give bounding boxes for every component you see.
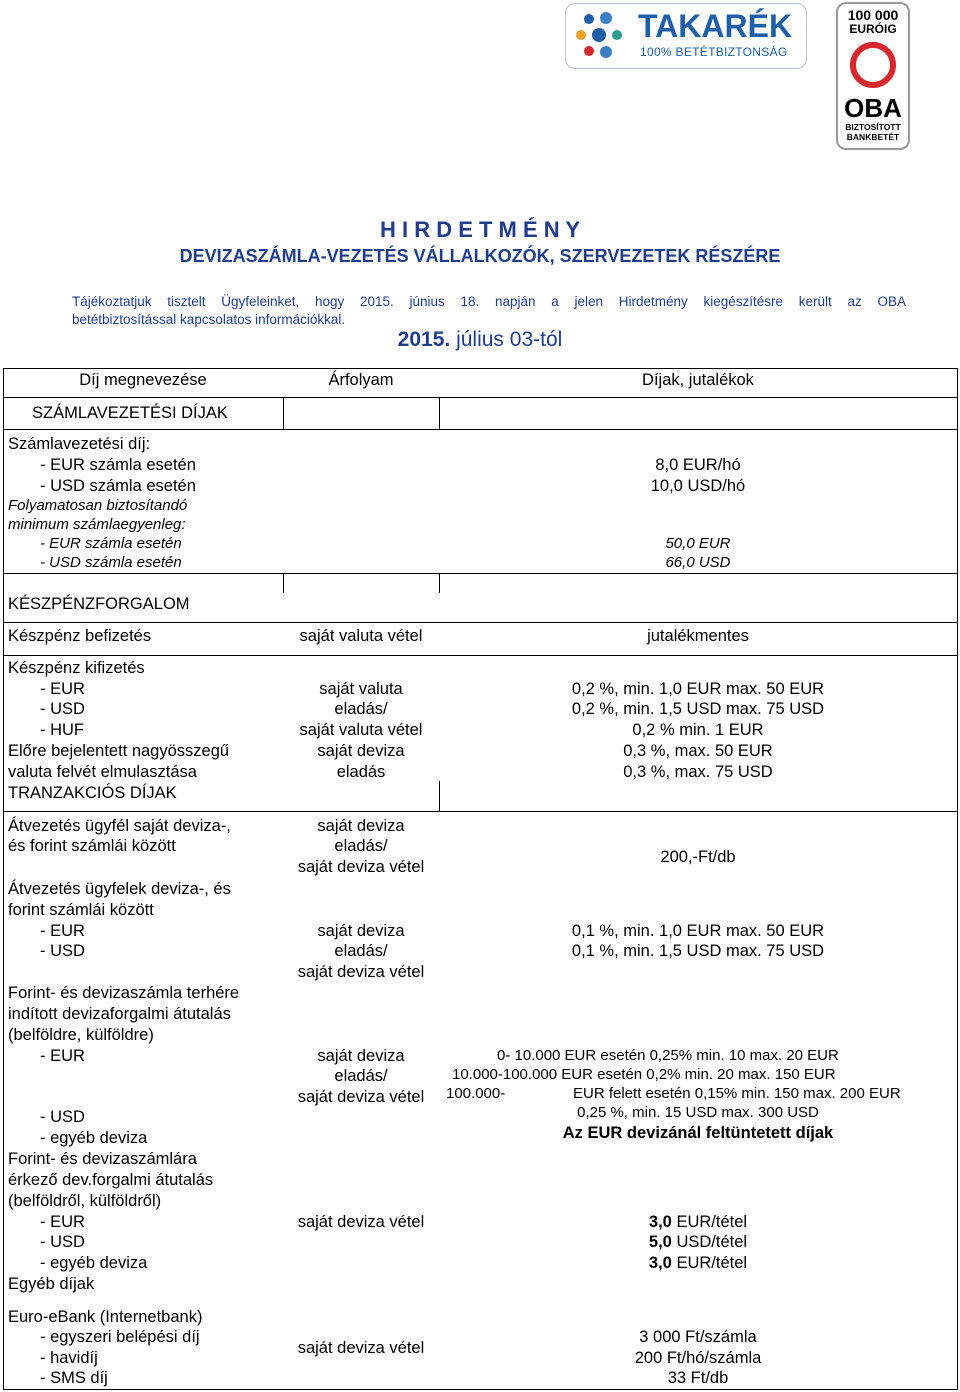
kifizetes-eur: - EUR (40, 680, 85, 698)
szamla-usd: - USD számla esetén (40, 477, 196, 495)
szamla-eur: - EUR számla esetén (40, 456, 196, 474)
kimeno-usd: - USD (40, 1108, 85, 1126)
min-balance-usd-val: 66,0 USD (665, 554, 731, 571)
atvezetes2-usd: - USD (40, 942, 85, 960)
ebank-fee1: 3 000 Ft/számla (639, 1328, 757, 1346)
oba-line1: BIZTOSÍTOTT (845, 122, 901, 132)
befizetes-rate: saját valuta vétel (299, 627, 423, 645)
kimeno-fee3b: EUR felett esetén 0,15% min. 150 max. 200 EUR (573, 1085, 901, 1102)
bejovo-fee-eur-unit: EUR/tétel (671, 1213, 748, 1231)
elore-fee2: 0,3 %, max. 75 USD (623, 763, 773, 781)
min-balance-eur-val: 50,0 EUR (665, 535, 731, 552)
bejovo-fee-eur-num: 3,0 (648, 1213, 672, 1231)
bejovo-fee-egyeb-unit: EUR/tétel (671, 1254, 748, 1272)
elore-rate2: eladás (336, 763, 386, 781)
oba-name: OBA (844, 93, 902, 123)
ebank-rate: saját deviza vétel (297, 1339, 425, 1357)
notice-line2: betétbiztosítással kapcsolatos információkkal. (72, 312, 346, 327)
effective-date (0, 328, 960, 352)
kimeno-fee-egyeb: Az EUR devizánál feltüntetett díjak (562, 1124, 834, 1142)
section-keszpenz: KÉSZPÉNZFORGALOM (8, 595, 190, 613)
kimeno-line2: indított devizaforgalmi átutalás (8, 1005, 231, 1023)
atvezetes2-rate1: saját deviza (317, 922, 405, 940)
elore-rate1: saját deviza (317, 742, 405, 760)
oba-logo (836, 2, 910, 150)
elore-line1: Előre bejelentett nagyösszegű (8, 742, 230, 760)
kifizetes-fee-usd: 0,2 %, min. 1,5 USD max. 75 USD (571, 700, 825, 718)
kifizetes-rate1: saját valuta (319, 680, 403, 698)
atvezetes2-fee-usd: 0,1 %, min. 1,5 USD max. 75 USD (571, 942, 825, 960)
atvezetes1-rate3: saját deviza vétel (297, 858, 425, 876)
takarek-name: TAKARÉK (638, 8, 793, 44)
kimeno-rate1: saját deviza (317, 1047, 405, 1065)
notice-line1: Tájékoztatjuk tisztelt Ügyfeleinket, hogy 2015. június 18. napján a jelen Hirdetmény kiegészítésre került az OBA (72, 294, 906, 309)
kimeno-line3: (belföldre, külföldre) (8, 1026, 154, 1044)
kifizetes-rate3: saját valuta vétel (299, 721, 423, 739)
kimeno-fee2: 10.000-100.000 EUR esetén 0,2% min. 20 max. 150 EUR (452, 1066, 836, 1083)
oba-amount: 100 000 (847, 7, 899, 23)
kimeno-fee1: 0- 10.000 EUR esetén 0,25% min. 10 max. 20 EUR (497, 1047, 839, 1064)
ebank-fee2: 200 Ft/hó/számla (634, 1349, 762, 1367)
effective-day: július 03-tól (456, 328, 563, 351)
section-szamla: SZÁMLAVEZETÉSI DÍJAK (32, 404, 228, 422)
kimeno-fee-usd: 0,25 %, min. 15 USD max. 300 USD (577, 1104, 819, 1121)
kimeno-rate2: eladás/ (334, 1067, 388, 1085)
bejovo-line2: érkező dev.forgalmi átutalás (8, 1171, 214, 1189)
kimeno-rate3: saját deviza vétel (297, 1088, 425, 1106)
atvezetes2-line2: forint számlái között (8, 901, 154, 919)
min-balance-line2: minimum számlaegyenleg: (8, 516, 186, 533)
bejovo-line3: (belföldről, külföldről) (8, 1192, 162, 1210)
kifizetes-usd: - USD (40, 700, 85, 718)
section-egyeb: Egyéb díjak (8, 1275, 95, 1293)
ebank-fee3: 33 Ft/db (667, 1369, 729, 1387)
atvezetes1-rate1: saját deviza (317, 817, 405, 835)
ebank-item1: - egyszeri belépési díj (40, 1328, 200, 1346)
atvezetes2-rate2: eladás/ (334, 942, 388, 960)
bejovo-fee-eur (439, 1212, 957, 1232)
atvezetes1-line2: és forint számlái között (8, 837, 176, 855)
oba-currency: EURÓIG (849, 22, 897, 36)
takarek-tagline: 100% BETÉTBIZTONSÁG (640, 45, 788, 59)
dots-icon (576, 12, 628, 60)
bejovo-fee-usd (439, 1232, 957, 1252)
bejovo-fee-egyeb (439, 1253, 957, 1273)
atvezetes2-eur: - EUR (40, 922, 85, 940)
page-title: H I R D E T M É N Y (379, 217, 581, 242)
kifizetes-fee-huf: 0,2 % min. 1 EUR (632, 721, 764, 739)
szamla-usd-fee: 10,0 USD/hó (650, 477, 746, 495)
kifizetes-fee-eur: 0,2 %, min. 1,0 EUR max. 50 EUR (571, 680, 825, 698)
bejovo-line1: Forint- és devizaszámlára (8, 1150, 197, 1168)
befizetes-label: Készpénz befizetés (8, 627, 152, 645)
ebank-item3: - SMS díj (40, 1369, 108, 1387)
col-header-fee: Díjak, jutalékok (642, 371, 754, 389)
kimeno-fee3a: 100.000- (446, 1085, 506, 1102)
kifizetes-rate2: eladás/ (334, 700, 388, 718)
section-tranzakcios: TRANZAKCIÓS DÍJAK (8, 784, 177, 802)
befizetes-fee: jutalékmentes (647, 627, 749, 645)
elore-line2: valuta felvét elmulasztása (8, 763, 197, 781)
bejovo-fee-usd-unit: USD/tétel (671, 1233, 748, 1251)
atvezetes2-fee-eur: 0,1 %, min. 1,0 EUR max. 50 EUR (571, 922, 825, 940)
kifizetes-huf: - HUF (40, 721, 84, 739)
page-subtitle: DEVIZASZÁMLA-VEZETÉS VÁLLALKOZÓK, SZERVEZETEK RÉSZÉRE (179, 246, 781, 266)
bejovo-rate: saját deviza vétel (297, 1213, 425, 1231)
bejovo-fee-usd-num: 5,0 (648, 1233, 672, 1251)
oba-ring-icon (850, 42, 896, 88)
kimeno-line1: Forint- és devizaszámla terhére (8, 984, 240, 1002)
col-header-name: Díj megnevezése (79, 371, 207, 389)
atvezetes2-rate3: saját deviza vétel (297, 963, 425, 981)
szamla-label: Számlavezetési díj: (8, 435, 151, 453)
takarek-logo (565, 3, 807, 69)
ebank-label: Euro-eBank (Internetbank) (8, 1308, 203, 1326)
min-balance-usd: - USD számla esetén (40, 554, 182, 571)
elore-fee1: 0,3 %, max. 50 EUR (623, 742, 773, 760)
min-balance-eur: - EUR számla esetén (40, 535, 182, 552)
min-balance-line1: Folyamatosan biztosítandó (8, 497, 188, 514)
ebank-item2: - havidíj (40, 1349, 98, 1367)
col-header-rate: Árfolyam (328, 371, 394, 389)
bejovo-usd: - USD (40, 1233, 85, 1251)
kimeno-eur: - EUR (40, 1047, 85, 1065)
effective-year: 2015. (397, 328, 451, 351)
kimeno-egyeb: - egyéb deviza (40, 1129, 148, 1147)
bejovo-fee-egyeb-num: 3,0 (648, 1254, 672, 1272)
atvezetes1-rate2: eladás/ (334, 837, 388, 855)
szamla-eur-fee: 8,0 EUR/hó (655, 456, 741, 474)
atvezetes2-line1: Átvezetés ügyfelek deviza-, és (8, 880, 231, 898)
bejovo-egyeb: - egyéb deviza (40, 1254, 148, 1272)
kifizetes-label: Készpénz kifizetés (8, 659, 145, 677)
atvezetes1-fee: 200,-Ft/db (660, 848, 736, 866)
oba-line2: BANKBETÉT (846, 132, 900, 142)
bejovo-eur: - EUR (40, 1213, 85, 1231)
atvezetes1-line1: Átvezetés ügyfél saját deviza-, (8, 817, 231, 835)
